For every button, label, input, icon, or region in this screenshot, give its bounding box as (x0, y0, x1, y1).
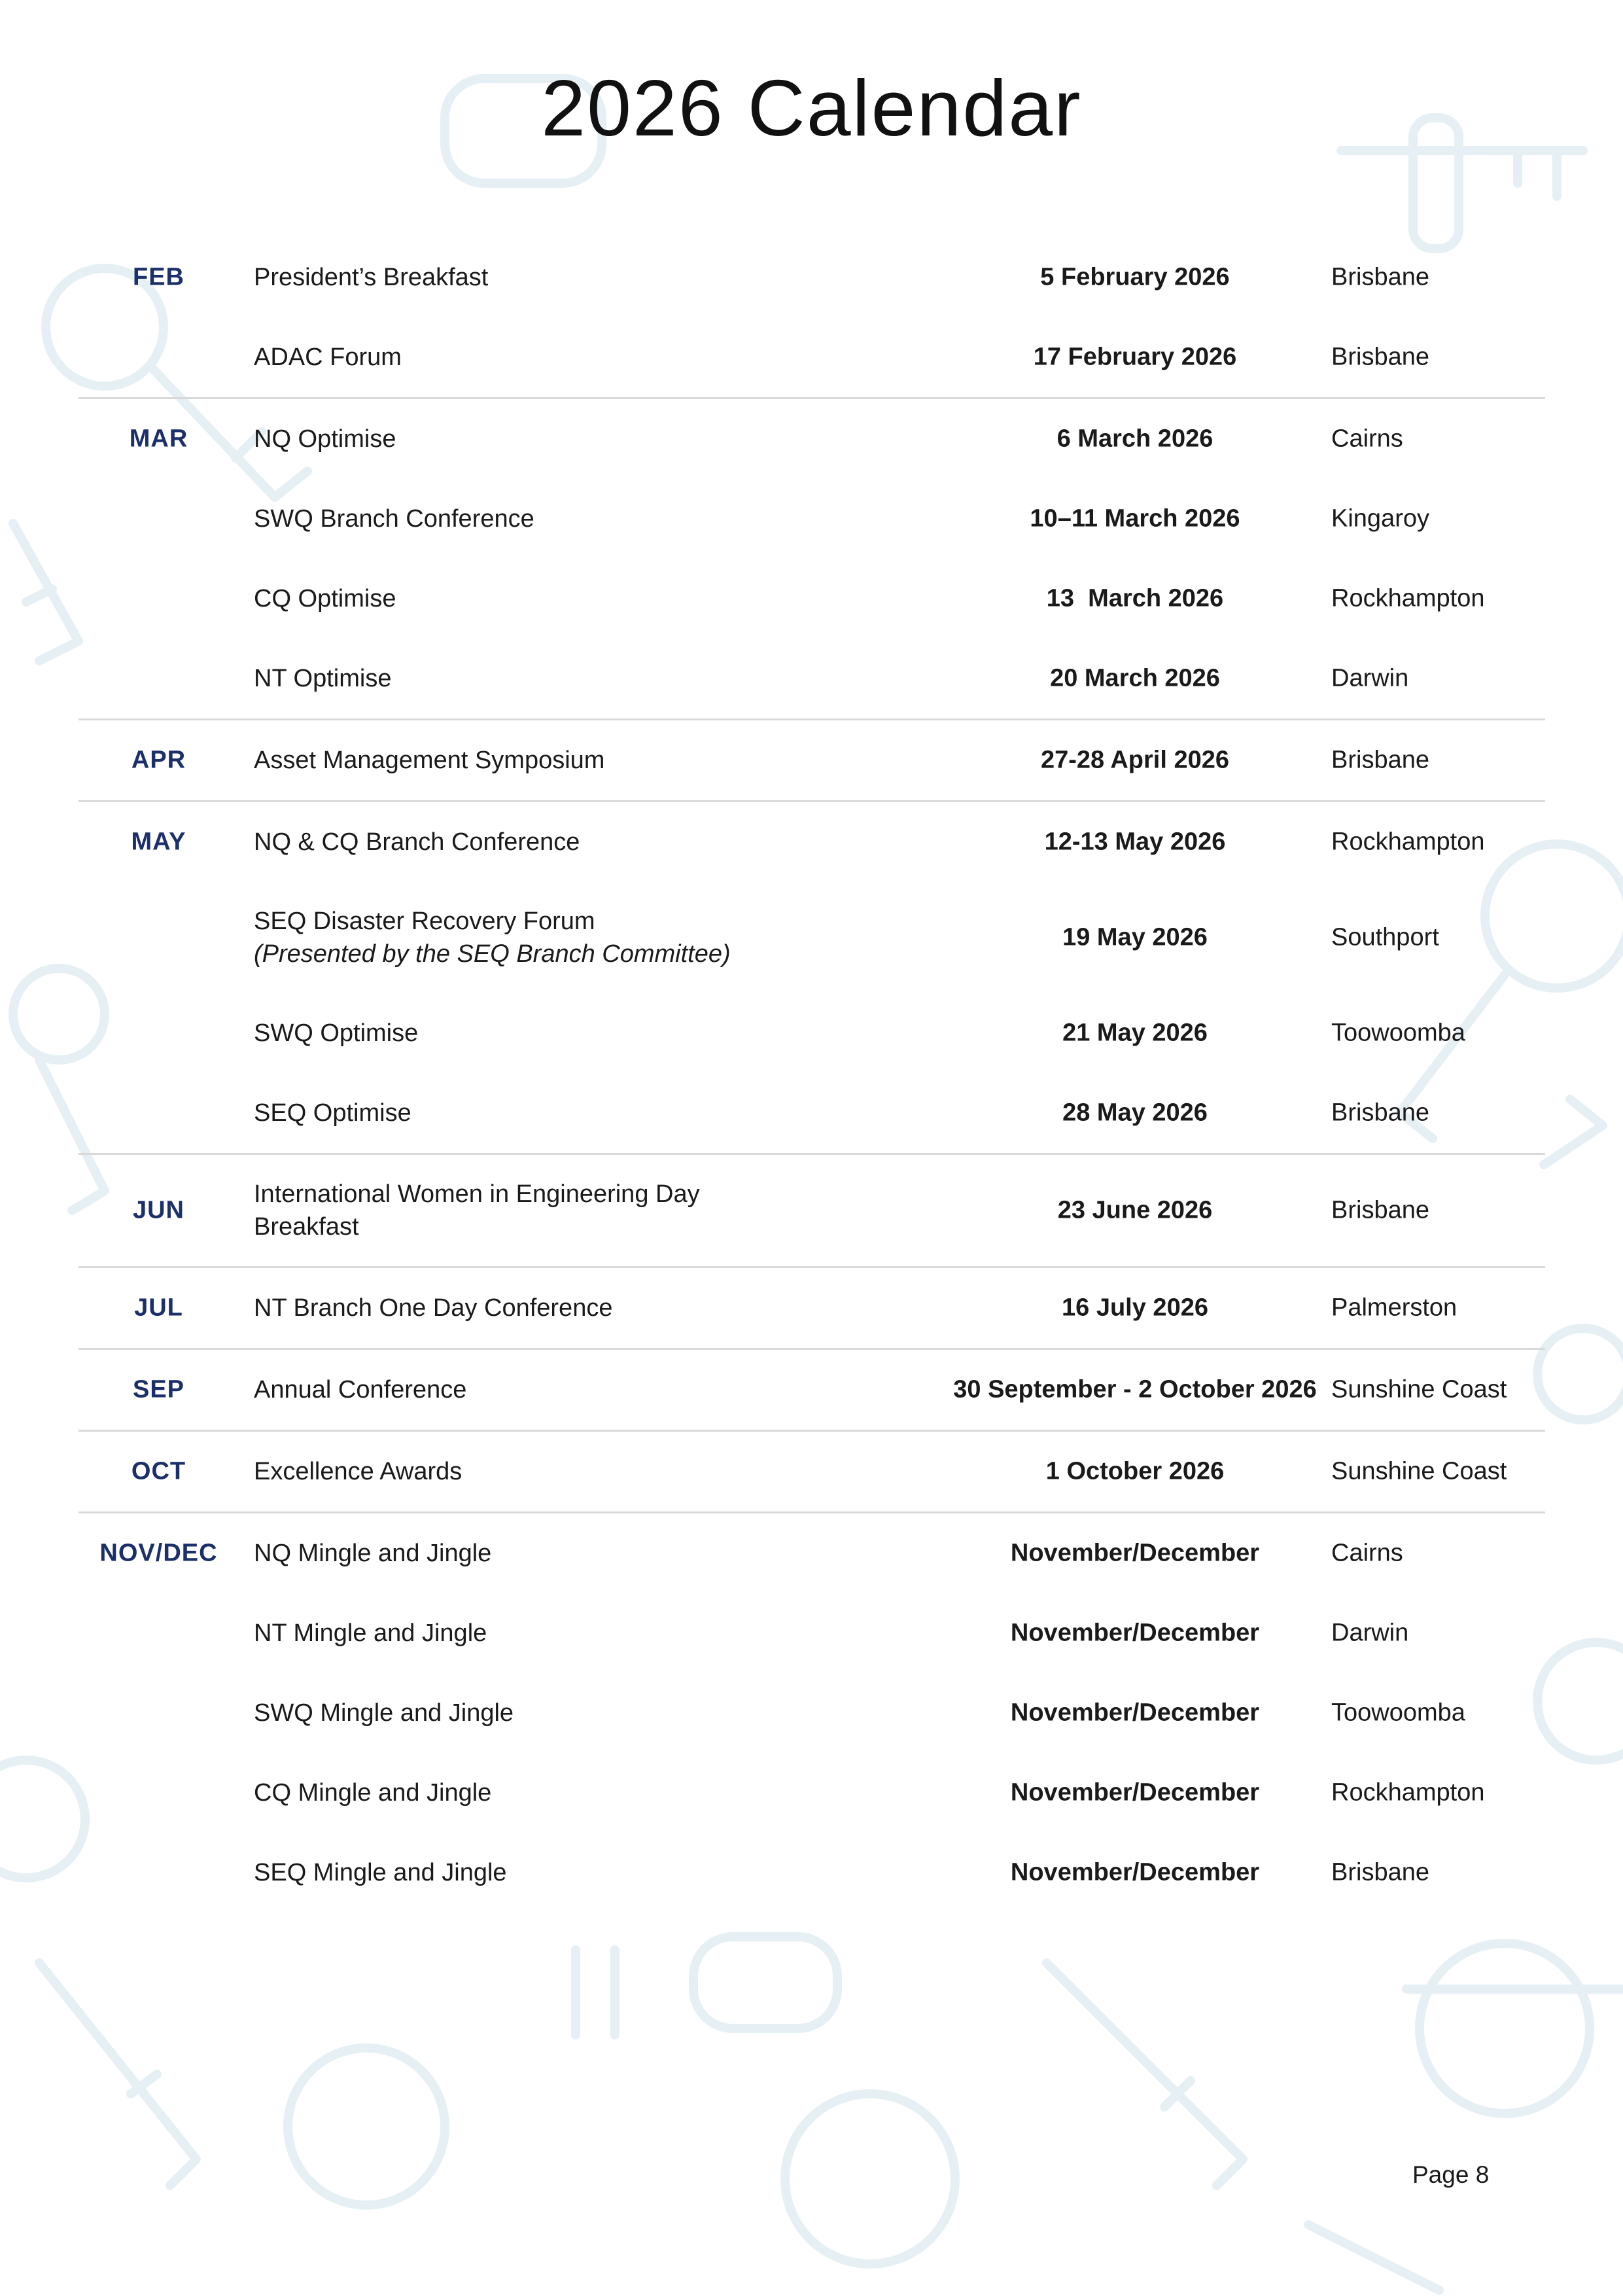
event-location: Rockhampton (1331, 828, 1485, 856)
event-location: Cairns (1331, 425, 1403, 453)
event-name: NQ Optimise (254, 425, 396, 453)
event-location: Southport (1331, 923, 1439, 951)
event-row (79, 1432, 1545, 1511)
month-group-sep (79, 1350, 1545, 1432)
event-location: Kingaroy (1331, 504, 1429, 533)
event-date: 12-13 May 2026 (1044, 828, 1226, 856)
event-row (79, 317, 1545, 397)
event-date: 21 May 2026 (1062, 1019, 1208, 1047)
event-row (79, 1268, 1545, 1348)
event-date: November/December (1010, 1619, 1260, 1647)
event-location: Palmerston (1331, 1294, 1457, 1322)
event-name-block (254, 905, 908, 970)
event-row (79, 399, 1545, 479)
month-label: JUL (134, 1294, 183, 1322)
event-row (79, 882, 1545, 993)
event-name: SWQ Mingle and Jingle (254, 1699, 514, 1727)
event-date: 23 June 2026 (1057, 1196, 1213, 1224)
event-location: Toowoomba (1331, 1699, 1465, 1727)
event-location: Brisbane (1331, 1099, 1429, 1127)
event-date: 20 March 2026 (1050, 664, 1220, 692)
month-group-jul (79, 1268, 1545, 1350)
event-date: 28 May 2026 (1062, 1099, 1208, 1127)
event-location: Toowoomba (1331, 1019, 1465, 1047)
month-label: JUN (132, 1196, 185, 1224)
event-date: November/December (1010, 1539, 1260, 1567)
month-group-jun (79, 1155, 1545, 1268)
event-name: SWQ Optimise (254, 1019, 419, 1047)
event-name: CQ Mingle and Jingle (254, 1779, 492, 1807)
event-name: SEQ Optimise (254, 1099, 411, 1127)
month-label: NOV/DEC (99, 1539, 218, 1567)
event-name: ADAC Forum (254, 344, 402, 371)
event-row (79, 1673, 1545, 1753)
event-row (79, 639, 1545, 718)
event-date: 6 March 2026 (1056, 425, 1213, 453)
event-location: Brisbane (1331, 1196, 1429, 1224)
event-date: 17 February 2026 (1033, 343, 1237, 371)
calendar-table (79, 238, 1545, 1913)
month-group-oct (79, 1432, 1545, 1513)
event-location: Brisbane (1331, 263, 1429, 291)
event-name: NT Mingle and Jingle (254, 1619, 487, 1647)
event-name: NQ Mingle and Jingle (254, 1540, 492, 1567)
event-date: November/December (1010, 1699, 1260, 1727)
event-location: Darwin (1331, 1619, 1409, 1647)
event-date: 27-28 April 2026 (1041, 746, 1229, 774)
month-label: APR (131, 746, 186, 774)
event-row (79, 720, 1545, 800)
event-row (79, 1155, 1545, 1266)
month-group-nov-dec (79, 1513, 1545, 1913)
event-note: (Presented by the SEQ Branch Committee) (254, 940, 731, 968)
event-date: 19 May 2026 (1062, 923, 1208, 951)
event-date: 16 July 2026 (1062, 1294, 1208, 1322)
event-date: 10–11 March 2026 (1030, 504, 1240, 533)
event-row (79, 1593, 1545, 1673)
event-location: Cairns (1331, 1539, 1403, 1567)
page-title: 2026 Calendar (541, 63, 1082, 152)
page-number: Page 8 (1412, 2161, 1490, 2188)
event-location: Rockhampton (1331, 1778, 1485, 1807)
event-location: Brisbane (1331, 1858, 1429, 1886)
event-location: Sunshine Coast (1331, 1375, 1507, 1404)
month-label: OCT (131, 1457, 186, 1485)
month-label: MAY (131, 828, 186, 856)
event-location: Brisbane (1331, 343, 1429, 371)
month-group-may (79, 802, 1545, 1155)
event-row (79, 1833, 1545, 1913)
event-row (79, 559, 1545, 639)
event-date: November/December (1010, 1778, 1260, 1807)
event-name: International Women in Engineering Day Breakfast (254, 1180, 700, 1241)
event-date: November/December (1010, 1858, 1260, 1886)
event-name: NQ & CQ Branch Conference (254, 828, 580, 856)
event-date: 30 September - 2 October 2026 (953, 1375, 1317, 1404)
event-name: NT Optimise (254, 665, 392, 692)
event-name: Excellence Awards (254, 1458, 462, 1485)
event-location: Darwin (1331, 664, 1409, 692)
event-name: SEQ Mingle and Jingle (254, 1859, 507, 1886)
event-row (79, 1753, 1545, 1833)
event-row (79, 479, 1545, 559)
month-group-apr (79, 720, 1545, 802)
event-name: CQ Optimise (254, 585, 396, 612)
event-row (79, 802, 1545, 882)
event-date: 1 October 2026 (1045, 1457, 1225, 1485)
event-date: 13 March 2026 (1046, 584, 1224, 612)
event-row (79, 993, 1545, 1073)
event-location: Brisbane (1331, 746, 1429, 774)
event-row (79, 1513, 1545, 1593)
event-name: NT Branch One Day Conference (254, 1294, 613, 1322)
event-location: Sunshine Coast (1331, 1457, 1507, 1485)
event-name: President’s Breakfast (254, 264, 489, 291)
event-row (79, 238, 1545, 317)
month-label: MAR (129, 425, 188, 453)
event-name: SWQ Branch Conference (254, 505, 534, 533)
month-group-mar (79, 399, 1545, 720)
event-name: SEQ Disaster Recovery Forum (254, 908, 595, 935)
event-name: Annual Conference (254, 1376, 467, 1404)
event-name: Asset Management Symposium (254, 747, 605, 774)
month-label: SEP (132, 1375, 185, 1404)
event-location: Rockhampton (1331, 584, 1485, 612)
event-row (79, 1350, 1545, 1430)
month-label: FEB (133, 263, 184, 291)
event-row (79, 1073, 1545, 1153)
event-date: 5 February 2026 (1040, 263, 1230, 291)
month-group-feb (79, 238, 1545, 399)
